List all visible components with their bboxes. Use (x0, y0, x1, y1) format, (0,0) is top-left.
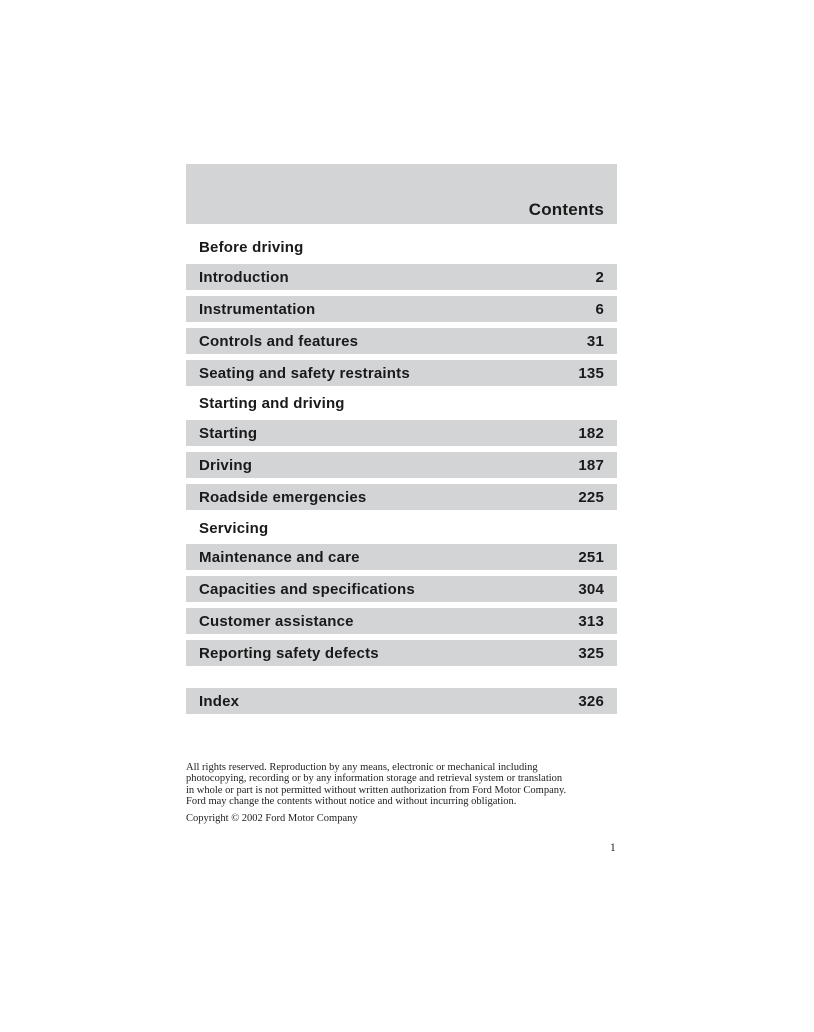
toc-entry-page: 304 (578, 581, 604, 598)
legal-line: in whole or part is not permitted without written authorization from Ford Motor Company. (186, 784, 567, 796)
toc-entry-page: 182 (578, 425, 604, 442)
page-title: Contents (528, 200, 604, 219)
section-heading-starting-and-driving: Starting and driving (199, 395, 345, 412)
toc-entry-page: 135 (578, 365, 604, 382)
toc-entry-page: 187 (578, 457, 604, 474)
toc-entry-label: Introduction (199, 269, 289, 286)
toc-entry-controls-and-features[interactable] (186, 328, 617, 354)
toc-entry-label: Driving (199, 457, 253, 474)
legal-line: All rights reserved. Reproduction by any means, electronic or mechanical including (186, 762, 538, 773)
toc-entry-roadside-emergencies[interactable] (186, 484, 617, 510)
toc-entry-label: Seating and safety restraints (199, 365, 410, 382)
toc-entry-label: Instrumentation (199, 301, 316, 318)
copyright-notice: Copyright © 2002 Ford Motor Company (186, 813, 358, 824)
toc-entry-label: Reporting safety defects (199, 645, 379, 662)
toc-entry-introduction[interactable] (186, 264, 617, 290)
legal-line: photocopying, recording or by any information storage and retrieval system or translation (186, 773, 563, 785)
toc-entry-page: 31 (586, 333, 604, 350)
toc-entry-driving[interactable] (186, 452, 617, 478)
contents-header (186, 164, 617, 224)
toc-entry-label: Customer assistance (199, 613, 354, 630)
legal-notice (186, 762, 626, 807)
toc-entry-capacities-and-specifications[interactable] (186, 576, 617, 602)
toc-entry-maintenance-and-care[interactable] (186, 544, 617, 570)
toc-entry-seating-and-safety-restraints[interactable] (186, 360, 617, 386)
toc-entry-label: Roadside emergencies (199, 489, 367, 506)
toc-entry-page: 325 (578, 645, 604, 662)
toc-entry-label: Starting (199, 425, 258, 442)
toc-entry-reporting-safety-defects[interactable] (186, 640, 617, 666)
legal-line: Ford may change the contents without notice and without incurring obligation. (186, 795, 517, 807)
toc-entry-page: 225 (578, 489, 604, 506)
toc-entry-instrumentation[interactable] (186, 296, 617, 322)
toc-entry-label: Controls and features (199, 333, 359, 350)
toc-entry-label: Maintenance and care (199, 549, 360, 566)
toc-entry-starting[interactable] (186, 420, 617, 446)
toc-entry-page: 2 (595, 269, 604, 286)
toc-entry-page: 326 (578, 693, 604, 710)
toc-entry-index[interactable] (186, 688, 617, 714)
page-number: 1 (610, 842, 616, 854)
toc-entry-page: 251 (578, 549, 604, 566)
toc-entry-page: 6 (595, 301, 604, 318)
toc-entry-label: Capacities and specifications (199, 581, 415, 598)
section-heading-before-driving: Before driving (199, 239, 304, 256)
toc-entry-customer-assistance[interactable] (186, 608, 617, 634)
section-heading-servicing: Servicing (199, 520, 269, 537)
toc-entry-page: 313 (578, 613, 604, 630)
toc-entry-label: Index (199, 693, 240, 710)
